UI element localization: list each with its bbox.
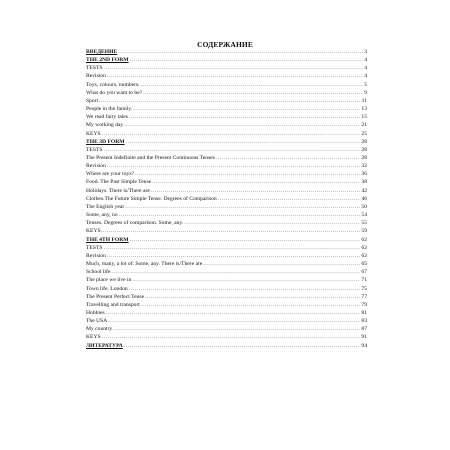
toc-entry — [86, 146, 367, 154]
toc-dot-leader — [106, 309, 361, 317]
toc-entry-label: The USA — [86, 318, 108, 325]
toc-dot-leader — [184, 219, 360, 227]
toc-section-heading — [86, 236, 367, 244]
toc-section-heading — [86, 342, 367, 350]
toc-page-number: 28 — [361, 138, 367, 145]
toc-page-number: 65 — [361, 261, 367, 268]
page-title: СОДЕРЖАНИЕ — [197, 40, 253, 49]
toc-page-number: 3 — [364, 48, 367, 55]
toc-entry — [86, 154, 367, 162]
toc-dot-leader — [124, 342, 361, 350]
toc-page-number: 83 — [361, 318, 367, 325]
toc-dot-leader — [119, 211, 361, 219]
toc-page-number: 71 — [361, 277, 367, 284]
toc-entry-label: We read fairy tales — [86, 114, 128, 121]
toc-entry-label: Revision — [86, 73, 106, 80]
toc-page-number: 4 — [364, 73, 367, 80]
toc-entry — [86, 113, 367, 121]
toc-page-number: 67 — [361, 269, 367, 276]
toc-entry — [86, 72, 367, 80]
toc-entry-label: The Present Indefinite and the Present Continuous Tenses — [86, 155, 215, 162]
toc-entry — [86, 195, 367, 203]
toc-entry-label: School life — [86, 269, 111, 276]
toc-entry — [86, 227, 367, 235]
toc-entry-label: Sport — [86, 97, 99, 104]
toc-entry-label: THE 2ND FORM — [86, 57, 129, 64]
toc-entry-label: KEYS — [86, 334, 101, 341]
toc-entry-label: KEYS — [86, 130, 101, 137]
toc-dot-leader — [125, 203, 360, 211]
toc-dot-leader — [118, 48, 363, 56]
toc-page-number: 28 — [361, 155, 367, 162]
toc-entry — [86, 309, 367, 317]
toc-entry-label: ЛИТЕРАТУРА — [86, 342, 123, 349]
toc-entry-label: Toys, colours, numbers. — [86, 81, 140, 88]
toc-page-number: 42 — [361, 187, 367, 194]
toc-entry-label: ВВЕДЕНИЕ — [86, 48, 118, 55]
toc-entry-label: Travelling and transport — [86, 301, 140, 308]
toc-entry — [86, 325, 367, 333]
toc-entry-label: Revision — [86, 163, 106, 170]
toc-section-heading — [86, 56, 367, 64]
toc-page-number: 54 — [361, 212, 367, 219]
toc-entry — [86, 187, 367, 195]
toc-page-number: 62 — [361, 244, 367, 251]
toc-entry-label: People in the family. — [86, 106, 133, 113]
toc-page-number: 62 — [361, 252, 367, 259]
toc-entry-label: Revision — [86, 252, 106, 259]
toc-entry — [86, 179, 367, 187]
toc-entry-label: The Present Perfect Tense — [86, 293, 145, 300]
toc-entry — [86, 89, 367, 97]
toc-entry — [86, 333, 367, 341]
toc-entry — [86, 293, 367, 301]
toc-entry — [86, 219, 367, 227]
toc-page-number: 59 — [361, 228, 367, 235]
toc-entry — [86, 301, 367, 309]
toc-entry-label: TESTS — [86, 244, 103, 251]
toc-dot-leader — [99, 97, 360, 105]
toc-entry — [86, 317, 367, 325]
toc-page-number: 81 — [361, 309, 367, 316]
toc-entry — [86, 268, 367, 276]
toc-section-heading — [86, 48, 367, 56]
toc-dot-leader — [129, 285, 361, 293]
toc-page-number: 77 — [361, 293, 367, 300]
toc-page-number: 79 — [361, 301, 367, 308]
toc-entry — [86, 285, 367, 293]
toc-dot-leader — [143, 89, 363, 97]
toc-entry-label: Food. The Past Simple Tense — [86, 179, 152, 186]
toc-entry — [86, 64, 367, 72]
toc-page-number: 62 — [361, 236, 367, 243]
toc-page-number: 87 — [361, 326, 367, 333]
toc-entry-label: THE 4TH FORM — [86, 236, 129, 243]
toc-entry-label: What do you want to be? — [86, 89, 143, 96]
toc-dot-leader — [218, 195, 361, 203]
toc-entry — [86, 130, 367, 138]
toc-entry-label: Some, any, no — [86, 212, 118, 219]
toc-entry — [86, 170, 367, 178]
toc-page-number: 13 — [361, 106, 367, 113]
toc-entry — [86, 81, 367, 89]
toc-page-number: 75 — [361, 285, 367, 292]
toc-dot-leader — [107, 252, 361, 260]
toc-dot-leader — [130, 236, 361, 244]
toc-entry — [86, 244, 367, 252]
table-of-contents — [86, 48, 367, 350]
toc-dot-leader — [103, 64, 363, 72]
toc-entry-label: KEYS. — [86, 228, 103, 235]
toc-entry-label: Much, many, a lot of. Some, any. There is/There are — [86, 261, 203, 268]
toc-page-number: 21 — [361, 122, 367, 129]
toc-entry-label: TESTS — [86, 146, 103, 153]
toc-page-number: 4 — [364, 65, 367, 72]
toc-entry — [86, 97, 367, 105]
toc-entry-label: Town life. London — [86, 285, 128, 292]
toc-entry-label: My country — [86, 326, 113, 333]
toc-dot-leader — [102, 333, 361, 341]
toc-page-number: 38 — [361, 179, 367, 186]
toc-entry-label: THE 3D FORM — [86, 138, 125, 145]
toc-dot-leader — [107, 72, 363, 80]
toc-page-number: 36 — [361, 171, 367, 178]
toc-dot-leader — [141, 81, 364, 89]
toc-dot-leader — [141, 301, 361, 309]
toc-dot-leader — [113, 325, 360, 333]
toc-dot-leader — [152, 179, 360, 187]
toc-dot-leader — [216, 154, 360, 162]
toc-entry-label: Holidays. There is/There are — [86, 187, 150, 194]
toc-dot-leader — [108, 317, 360, 325]
toc-page-number: 5 — [364, 81, 367, 88]
toc-page-number: 55 — [361, 220, 367, 227]
toc-entry-label: The place we live in — [86, 277, 132, 284]
toc-page-number: 25 — [361, 130, 367, 137]
toc-page-number: 4 — [364, 57, 367, 64]
toc-page-number: 94 — [361, 342, 367, 349]
toc-dot-leader — [130, 56, 364, 64]
toc-entry-label: My working day — [86, 122, 124, 129]
toc-entry-label: Tenses. Degrees of comparison. Some, any. — [86, 220, 184, 227]
toc-page-number: 9 — [364, 89, 367, 96]
toc-dot-leader — [133, 105, 360, 113]
toc-entry — [86, 121, 367, 129]
toc-dot-leader — [203, 260, 360, 268]
toc-page-number: 32 — [361, 163, 367, 170]
toc-dot-leader — [124, 121, 360, 129]
toc-dot-leader — [103, 244, 360, 252]
toc-entry — [86, 276, 367, 284]
toc-dot-leader — [107, 162, 361, 170]
toc-entry-label: Where are your toys? — [86, 171, 134, 178]
toc-entry — [86, 105, 367, 113]
toc-entry — [86, 211, 367, 219]
toc-entry-label: TESTS — [86, 65, 103, 72]
toc-page-number: 15 — [361, 114, 367, 121]
toc-entry — [86, 203, 367, 211]
toc-dot-leader — [151, 187, 361, 195]
toc-entry — [86, 162, 367, 170]
toc-section-heading — [86, 138, 367, 146]
toc-dot-leader — [103, 146, 360, 154]
toc-page-number: 28 — [361, 146, 367, 153]
toc-entry-label: Hobbies — [86, 309, 105, 316]
toc-dot-leader — [145, 293, 360, 301]
toc-dot-leader — [129, 113, 360, 121]
toc-page-number: 91 — [361, 334, 367, 341]
toc-dot-leader — [103, 227, 360, 235]
toc-dot-leader — [132, 276, 360, 284]
toc-dot-leader — [135, 170, 360, 178]
toc-entry — [86, 260, 367, 268]
toc-dot-leader — [111, 268, 360, 276]
toc-entry-label: The English year — [86, 203, 125, 210]
toc-entry — [86, 252, 367, 260]
toc-page-number: 11 — [361, 97, 367, 104]
toc-dot-leader — [102, 130, 361, 138]
toc-entry-label: Clothes.The Future Simple Tense. Degrees of Comparison — [86, 195, 217, 202]
toc-page-number: 50 — [361, 203, 367, 210]
toc-page-number: 46 — [361, 195, 367, 202]
toc-dot-leader — [126, 138, 361, 146]
